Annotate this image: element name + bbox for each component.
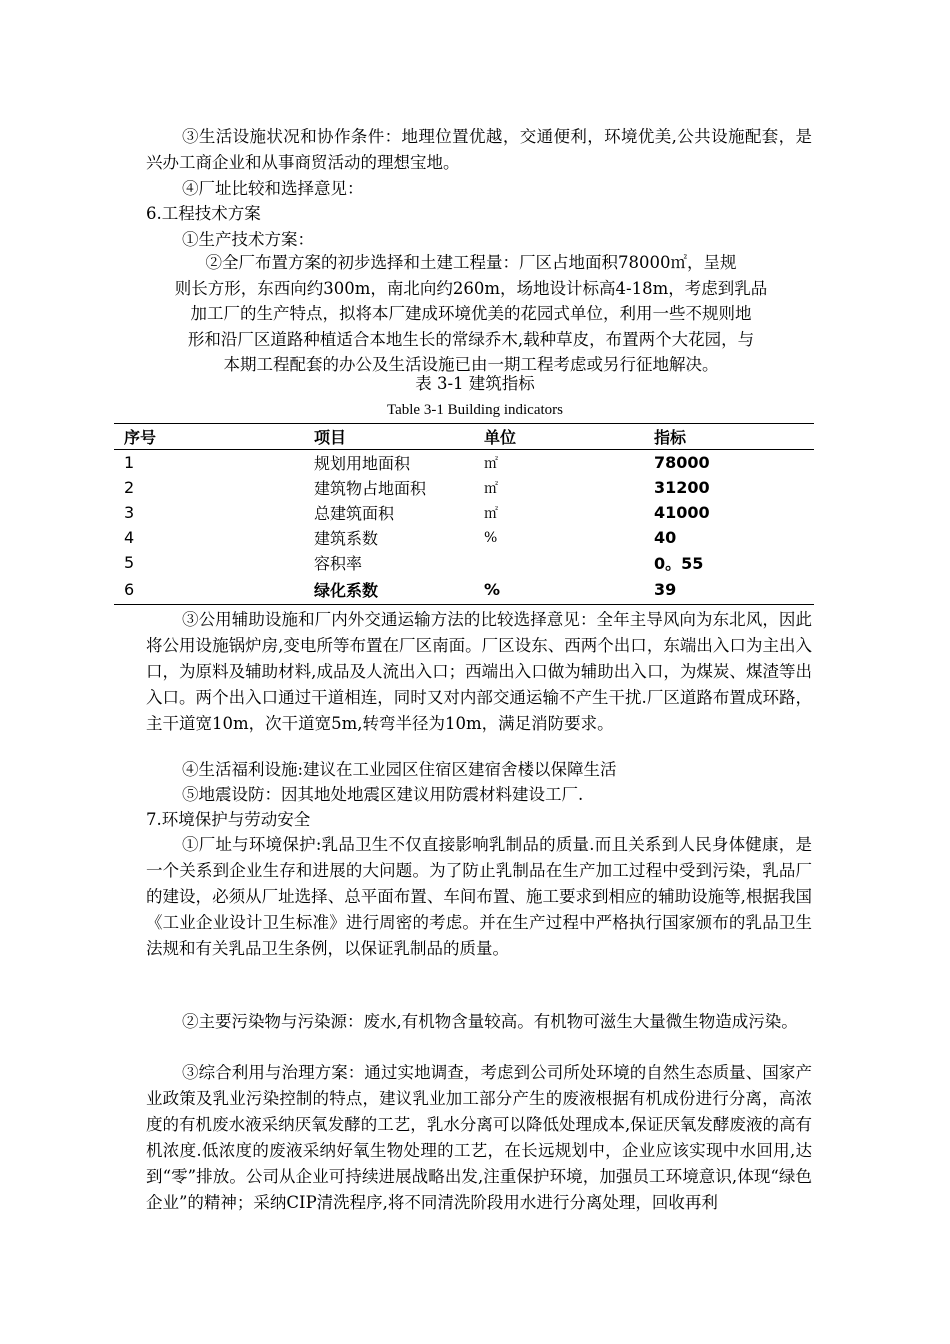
table-caption-cn: 表 3-1 建筑指标 <box>415 374 535 393</box>
cell-index: 2 <box>124 478 135 497</box>
header-index: 序号 <box>114 424 304 450</box>
cell-index: 1 <box>124 453 135 472</box>
layout-plan-line: 加工厂的生产特点，拟将本厂建成环境优美的花园式单位，利用一些不规则地 <box>190 304 752 323</box>
building-indicators-table <box>114 423 814 605</box>
paragraph-living-facilities: ③生活设施状况和协作条件：地理位置优越，交通便利，环境优美,公共设施配套，是兴办工商企业和从事商贸活动的理想宝地。 <box>146 127 812 172</box>
cell-item: 建筑系数 <box>314 529 379 548</box>
layout-plan-line: 则长方形，东西向约300m，南北向约260m，场地设计标高4-18m，考虑到乳品 <box>174 278 768 298</box>
cell-index: 5 <box>124 553 135 572</box>
cell-value: 40 <box>654 528 677 547</box>
table-row <box>114 450 814 476</box>
cell-item: 规划用地面积 <box>314 454 411 473</box>
header-item: 项目 <box>304 424 474 450</box>
cell-unit: % <box>474 575 644 605</box>
cell-unit: ㎡ <box>484 505 498 522</box>
cell-index: 6 <box>114 575 304 605</box>
cell-item: 绿化系数 <box>304 575 474 605</box>
cell-value: 31200 <box>654 478 710 497</box>
paragraph-earthquake: ⑤地震设防：因其地处地震区建议用防震材料建设工厂. <box>182 785 584 804</box>
paragraph-utilities-transport: ③公用辅助设施和厂内外交通运输方法的比较选择意见：全年主导风向为东北风，因此将公用设施锅炉房,变电所等布置在厂区南面。厂区设东、西两个出口，东端出入口为主出入口，为原料及辅助材料,成品及人流出入口；西端出入口做为辅助出入口，为煤炭、煤渣等出入口。两个出入口通过干道相连，同时又对内部交通运输不产生干扰.厂区道路布置成环路，主干道宽10m，次干道宽5m,转弯半径为10m，满足消防要求。 <box>146 610 812 733</box>
cell-value: 41000 <box>654 503 710 522</box>
cell-index: 3 <box>124 503 135 522</box>
cell-item: 容积率 <box>314 554 363 573</box>
cell-value: 78000 <box>654 453 710 472</box>
cell-unit: ㎡ <box>484 480 498 497</box>
paragraph-treatment-plan: ③综合利用与治理方案：通过实地调查，考虑到公司所处环境的自然生态质量、国家产业政策及乳业污染控制的特点，建议乳业加工部分产生的废液根据有机成份进行分离，高浓度的有机废水液采纳厌氧发酵的工艺，乳水分离可以降低处理成本,保证厌氧发酵废液的高有机浓度.低浓度的废液采纳好氧生物处理的工艺，在长远规划中，企业应该实现中水回用,达到“零”排放。公司从企业可持续进展战略出发,注重保护环境，加强员工环境意识,体现“绿色企业”的精神；采纳CIP清洗程序,将不同清洗阶段用水进行分离处理，回收再利 <box>146 1063 812 1212</box>
cell-item: 建筑物占地面积 <box>314 479 427 498</box>
layout-plan-line: ②全厂布置方案的初步选择和土建工程量：厂区占地面积78000㎡，呈规 <box>205 253 737 272</box>
table-row <box>114 475 814 500</box>
section-heading-environment: 7.环境保护与劳动安全 <box>146 810 311 829</box>
header-value: 指标 <box>644 424 814 450</box>
cell-index: 4 <box>124 528 135 547</box>
layout-plan-line: 形和沿厂区道路种植适合本地生长的常绿乔木,载种草皮，布置两个大花园，与 <box>187 329 755 349</box>
table-row <box>114 550 814 575</box>
cell-value: 39 <box>644 575 814 605</box>
cell-unit <box>474 550 644 575</box>
header-unit: 单位 <box>474 424 644 450</box>
table-row <box>114 500 814 525</box>
cell-item: 总建筑面积 <box>314 504 395 523</box>
layout-plan-line: 本期工程配套的办公及生活设施已由一期工程考虑或另行征地解决。 <box>223 355 719 374</box>
paragraph-site-environment: ①厂址与环境保护:乳品卫生不仅直接影响乳制品的质量.而且关系到人民身体健康，是一个关系到企业生存和进展的大问题。为了防止乳制品在生产加工过程中受到污染，乳品厂的建设，必须从厂址选择、总平面布置、车间布置、施工要求到相应的辅助设施等,根据我国《工业企业设计卫生标准》进行周密的考虑。并在生产过程中严格执行国家颁布的乳品卫生法规和有关乳品卫生条例，以保证乳制品的质量。 <box>146 835 812 958</box>
cell-unit: % <box>484 529 498 546</box>
table-caption-en: Table 3-1 Building indicators <box>386 402 563 418</box>
cell-unit: ㎡ <box>484 455 498 472</box>
table-header-row <box>114 424 814 450</box>
paragraph-pollutants: ②主要污染物与污染源：废水,有机物含量较高。有机物可滋生大量微生物造成污染。 <box>182 1012 798 1031</box>
paragraph-layout-plan <box>136 250 806 378</box>
table-row <box>114 575 814 605</box>
paragraph-welfare: ④生活福利设施:建议在工业园区住宿区建宿舍楼以保障生活 <box>182 760 617 779</box>
section-heading-engineering: 6.工程技术方案 <box>146 204 261 223</box>
cell-value: 0。55 <box>654 554 704 573</box>
table-row <box>114 525 814 550</box>
paragraph-site-selection: ④厂址比较和选择意见： <box>182 179 364 198</box>
paragraph-production-tech: ①生产技术方案： <box>182 230 314 249</box>
